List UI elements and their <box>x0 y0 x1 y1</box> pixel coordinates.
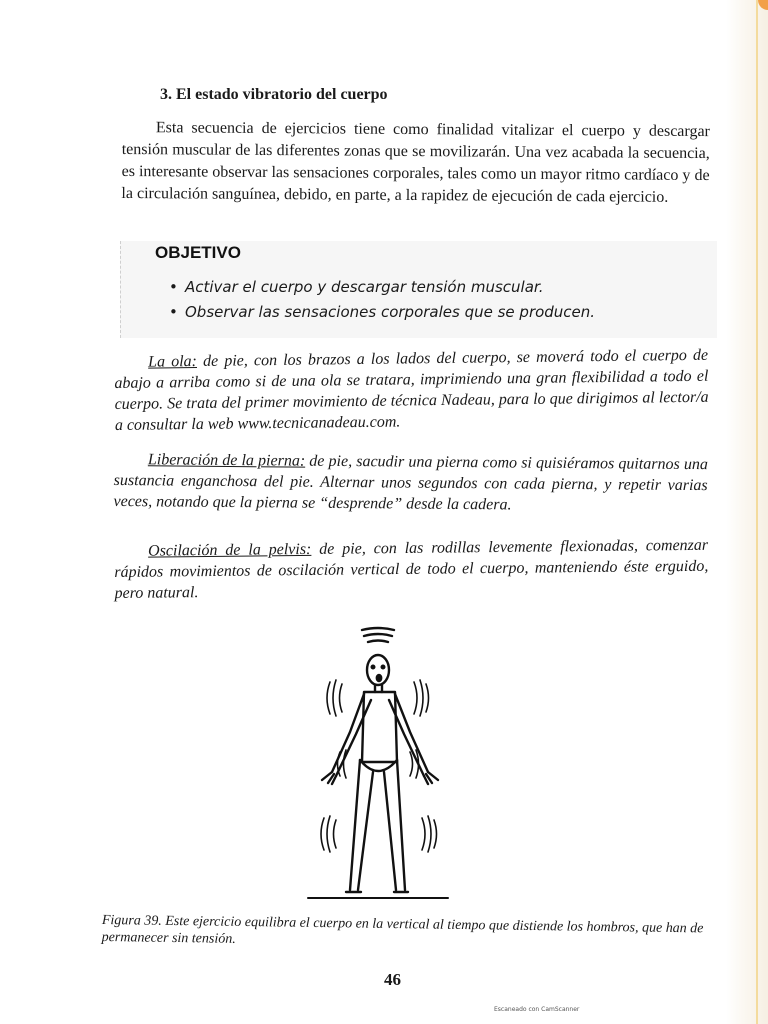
exercise-name: Liberación de la pierna: <box>147 451 306 470</box>
exercise-name: La ola: <box>148 352 198 371</box>
stick-figure <box>308 655 448 898</box>
objective-list <box>169 275 595 325</box>
scan-watermark: Escaneado con CamScanner <box>494 1006 580 1013</box>
exercise-text: de pie, con las rodillas levemente flexionadas, comenzar rápidos movimientos de oscilación vertical de todo el cuerpo, manteniendo éste erguido, pero natural. <box>114 536 709 602</box>
exercise-name: Oscilación de la pelvis: <box>148 540 312 560</box>
intro-paragraph: Esta secuencia de ejercicios tiene como finalidad vitalizar el cuerpo y descargar tensión muscular de las diferentes zonas que se movilizarán. Una vez acabada la secuencia, es interesante observar las sensaciones corporales, tales como un mayor ritmo cardíaco y de la circulación sanguínea, debido, en parte, a la rapidez de ejecución de cada ejercicio. <box>121 119 710 206</box>
exercise-text: de pie, con los brazos a los lados del cuerpo, se moverá todo el cuerpo de abajo a arriba como si de una ola se tratara, imprimiendo una gran flexibilidad a todo el cuerpo. Se trata del primer movimiento de técnica Nadeau, para lo que dirigimos al lector/a a consultar la web www.tecnicanadeau.com. <box>114 346 709 434</box>
head-vibration-lines <box>362 628 394 642</box>
figure-caption: Figura 39. Este ejercicio equilibra el cuerpo en la vertical al tiempo que distiende los hombros, que han de permanecer sin tensión. <box>101 912 704 947</box>
exercise-text: de pie, sacudir una pierna como si quisiéramos quitarnos una sustancia enganchosa del pie. Alternar unos segundos con cada pierna, y repetir varias veces, notando que la pierna se “desprende” desde la cadera. <box>113 452 708 514</box>
page-number: 46 <box>384 970 401 989</box>
objective-title: OBJETIVO <box>155 243 241 262</box>
objective-item: • Activar el cuerpo y descargar tensión muscular. <box>169 275 595 300</box>
edge-corner-mark <box>758 0 768 10</box>
objective-box <box>120 241 717 338</box>
objective-item: • Observar las sensaciones corporales que se producen. <box>169 300 595 325</box>
edge-stripe <box>756 0 758 1024</box>
section-heading: 3. El estado vibratorio del cuerpo <box>160 86 388 103</box>
exercise-paragraph-oscilacion-pelvis <box>114 535 709 604</box>
exercise-paragraph-liberacion-pierna <box>113 449 708 517</box>
exercise-paragraph-la-ola <box>114 345 709 436</box>
vibration-marks <box>321 680 437 852</box>
figure-39-illustration <box>300 622 450 904</box>
page-edge <box>726 0 768 1024</box>
